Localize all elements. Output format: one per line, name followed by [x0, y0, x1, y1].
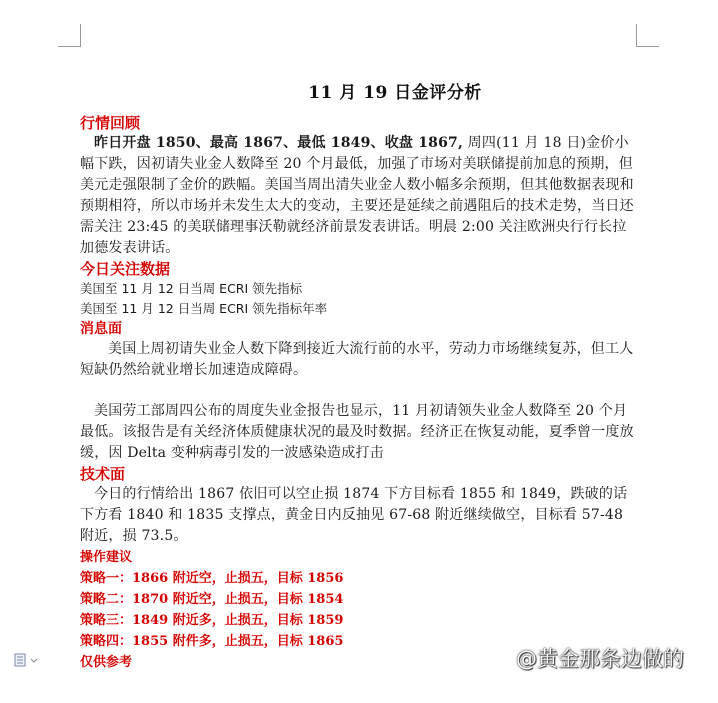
page-corner-mark-top-left [58, 24, 81, 47]
watermark [494, 643, 684, 673]
strategy-4: 策略四：1855 附件多，止损五，目标 1865 [80, 634, 344, 649]
focus-item: 美国至 11 月 12 日当周 ECRI 领先指标 [80, 281, 303, 296]
page-corner-mark-top-right [636, 24, 659, 47]
review-paragraph [80, 133, 640, 259]
news-heading: 消息面 [80, 321, 122, 337]
news-paragraph-2: 美国劳工部周四公布的周度失业金报告也显示，11 月初请领失业金人数降至 20 个月最低。该报告是有关经济体质健康状况的最及时数据。经济正在恢复动能，夏季曾一度放缓，因 Delta 变种病毒引发的一波感染造成打击 [80, 403, 634, 461]
watermark-text: @黄金那条边做的 [516, 647, 684, 671]
technical-heading: 技术面 [80, 465, 126, 483]
weibo-logo-icon [494, 649, 514, 669]
news-paragraph-1: 美国上周初请失业金人数下降到接近大流行前的水平，劳动力市场继续复苏，但工人短缺仍然给就业增长加速造成障碍。 [80, 341, 634, 378]
blank-line [80, 381, 640, 401]
technical-paragraph: 今日的行情给出 1867 依旧可以空止损 1874 下方目标看 1855 和 1849，跌破的话下方看 1840 和 1835 支撑点，黄金日内反抽见 67-68 附近继续做空，目标看 57-48 附近，损 73.5。 [80, 486, 628, 544]
document-menu-icon[interactable] [14, 652, 40, 666]
focus-heading: 今日关注数据 [80, 260, 171, 278]
focus-item: 美国至 11 月 12 日当周 ECRI 领先指标年率 [80, 301, 328, 316]
review-lead: 昨日开盘 1850、最高 1867、最低 1849、收盘 1867, [94, 135, 464, 151]
disclaimer: 仅供参考 [80, 655, 133, 670]
strategy-3: 策略三：1849 附近多，止损五，目标 1859 [80, 613, 344, 628]
review-heading: 行情回顾 [80, 114, 141, 132]
advice-heading: 操作建议 [80, 550, 133, 565]
strategy-1: 策略一：1866 附近空，止损五，目标 1856 [80, 571, 344, 586]
review-text: 周四(11 月 18 日)金价小幅下跌，因初请失业金人数降至 20 个月最低，加强了市场对美联储提前加息的预期，但美元走强限制了金价的跌幅。美国当周出清失业金人数小幅多余预期，但其他数据表现和预期相符，所以市场并未发生太大的变动，主要还是延续之前遇阻后的技术走势，当日还需关注 23:45 的美联储理事沃勒就经济前景发表讲话。明晨 2:00 关注欧洲央行行长拉加德发表讲话。 [80, 135, 634, 256]
strategy-2: 策略二：1870 附近空，止损五，目标 1854 [80, 592, 344, 607]
document-title: 11 月 19 日金评分析 [308, 83, 482, 103]
document-body[interactable] [80, 78, 640, 673]
